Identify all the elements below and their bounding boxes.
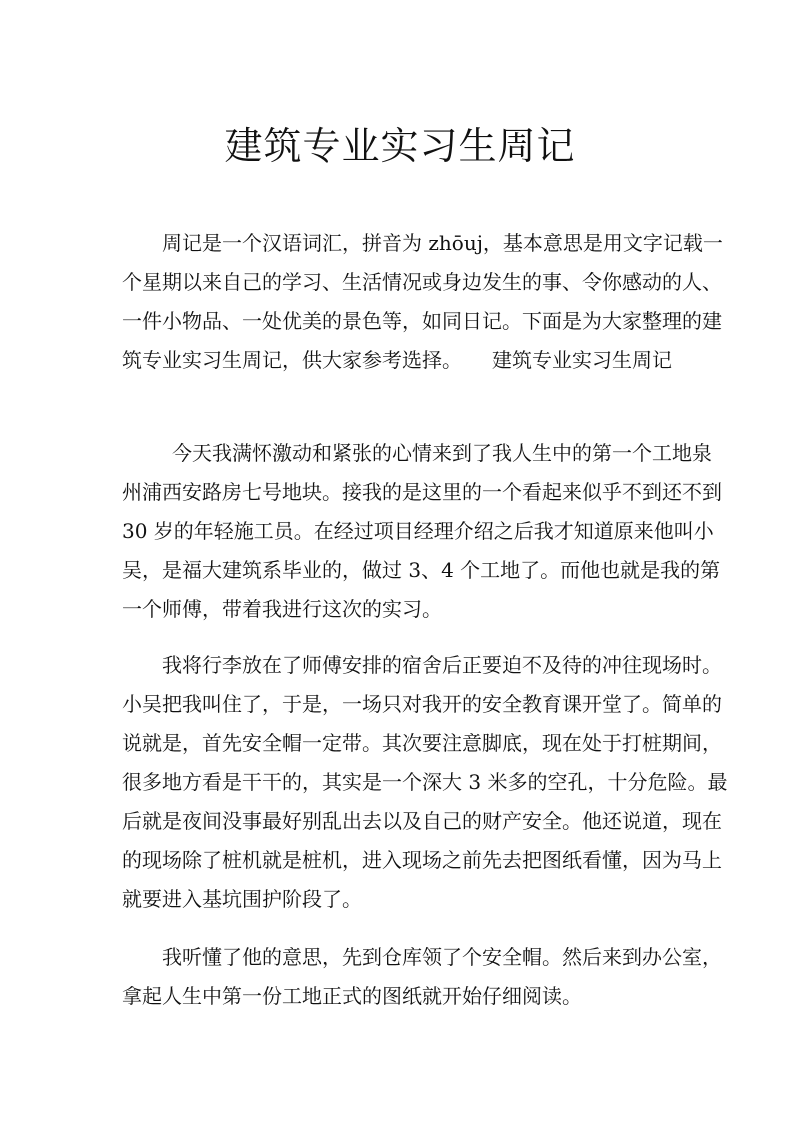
paragraph-line: 一件小物品、一处优美的景色等，如同日记。下面是为大家整理的建 bbox=[122, 309, 722, 333]
paragraph-line: 吴，是福大建筑系毕业的，做过 3、4 个工地了。而他也就是我的第 bbox=[122, 558, 721, 582]
paragraph-intro bbox=[122, 224, 723, 380]
line-text: 周记是一个汉语词汇，拼音为 zhōuj，基本意思是用文字记载一 bbox=[162, 231, 723, 255]
paragraph-line bbox=[122, 224, 723, 263]
line-text: 我听懂了他的意思，先到仓库领了个安全帽。然后来到办公室， bbox=[162, 945, 722, 969]
line-text: 我将行李放在了师傅安排的宿舍后正要迫不及待的冲往现场时。 bbox=[162, 653, 722, 677]
document-title: 建筑专业实习生周记 bbox=[224, 124, 576, 168]
paragraph-line: 的现场除了桩机就是桩机，进入现场之前先去把图纸看懂，因为马上 bbox=[122, 848, 722, 872]
paragraph-line: 一个师傅，带着我进行这次的实习。 bbox=[122, 597, 442, 621]
paragraph-line bbox=[122, 646, 722, 685]
paragraph-line: 州浦西安路房七号地块。接我的是这里的一个看起来似乎不到还不到 bbox=[122, 480, 722, 504]
paragraph-line: 拿起人生中第一份工地正式的图纸就开始仔细阅读。 bbox=[122, 984, 582, 1008]
line-text: 今天我满怀激动和紧张的心情来到了我人生中的第一个工地泉 bbox=[172, 441, 712, 465]
paragraph-line: 筑专业实习生周记，供大家参考选择。 建筑专业实习生周记 bbox=[122, 348, 672, 372]
paragraph-drawings bbox=[122, 938, 722, 1016]
paragraph-line: 30 岁的年轻施工员。在经过项目经理介绍之后我才知道原来他叫小 bbox=[122, 519, 714, 543]
paragraph-safety bbox=[122, 646, 728, 919]
paragraph-arrival bbox=[122, 434, 722, 629]
paragraph-line: 小吴把我叫住了，于是，一场只对我开的安全教育课开堂了。简单的 bbox=[122, 692, 722, 716]
paragraph-line bbox=[122, 434, 712, 473]
paragraph-line: 说就是，首先安全帽一定带。其次要注意脚底，现在处于打桩期间， bbox=[122, 731, 722, 755]
paragraph-line: 很多地方看是干干的，其实是一个深大 3 米多的空孔，十分危险。最 bbox=[122, 770, 728, 794]
paragraph-line: 个星期以来自己的学习、生活情况或身边发生的事、令你感动的人、 bbox=[122, 270, 722, 294]
paragraph-line bbox=[122, 938, 722, 977]
paragraph-line: 后就是夜间没事最好别乱出去以及自己的财产安全。他还说道，现在 bbox=[122, 809, 722, 833]
paragraph-line: 就要进入基坑围护阶段了。 bbox=[122, 887, 362, 911]
